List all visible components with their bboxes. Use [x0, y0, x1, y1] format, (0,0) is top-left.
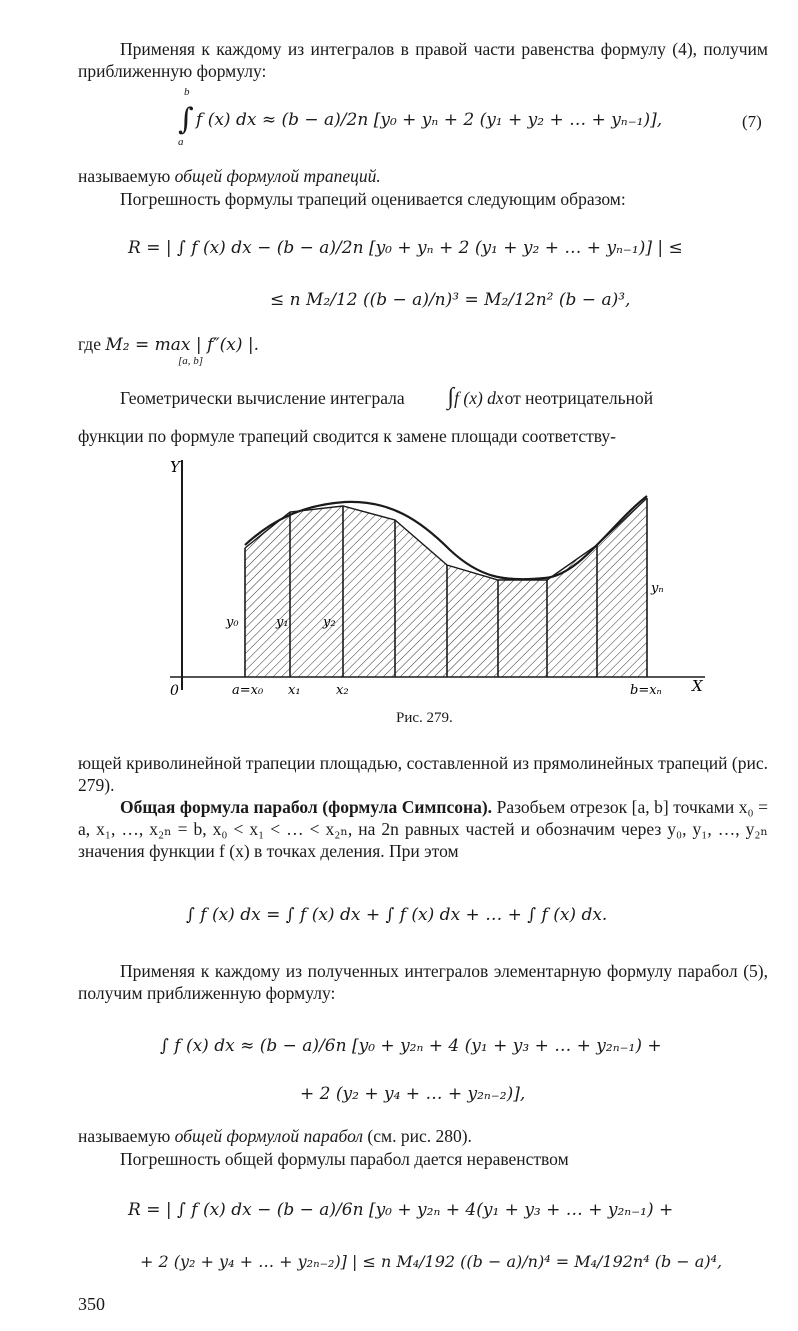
axis-y-label: Y — [170, 458, 180, 476]
page-number: 350 — [78, 1294, 105, 1314]
equation-simpson-split: ∫ f (x) dx = ∫ f (x) dx + ∫ f (x) dx + … + ∫ f (x) dx. — [186, 905, 608, 925]
paragraph-parabola-error: Погрешность общей формулы парабол дается неравенством — [120, 1149, 569, 1169]
label-x2: x₂ — [336, 683, 349, 698]
paragraph-apply-parabola: Применяя к каждому из полученных интегралов элементарную формулу парабол (5), получим приближенную формулу: — [78, 961, 768, 1003]
label-y2: y₂ — [323, 615, 336, 630]
axis-x-label: X — [692, 677, 703, 695]
eq7-number: (7) — [742, 112, 762, 131]
textbook-page: Применяя к каждому из интегралов в правой части равенства формулу (4), получим приближенную формулу: b a ∫ f (x) dx ≈ (b − a)/2n [y₀ + yₙ + 2 (y₁ + y₂ + … + yₙ₋₁)], (7) называемую общей формулой трапеций. Погрешность формулы трапеций оценивается следующим образом: R = | ∫ f (x) dx − (b − a)/2n [y₀ + yₙ + 2 (y₁ + y₂ + … + yₙ₋₁)] | ≤ ≤ n M₂/12 ((b − a)/n)³ = M₂/12n² (b − a)³, где M₂ = max | f″(x) |. [a, b] Геометрически вычисление интеграла ∫f (x) dxот неотрицательной функции по формуле трапеций сводится к замене площади соответству- Y X 0 y₀ y₁ y₂ yₙ a=x₀ x₁ x₂ b=xₙ Рис. 279. ющей криволинейной трапеции площадью, составленной из прямолинейных трапеций (рис. 279). Общая формула парабол (формула Симпсона). Разобьем отрезок [a, b] точками x₀ = a, x₁, …, x₂ₙ = b, x₀ < x₁ < … < x₂ₙ, на 2n равных частей и обозначим через y₀, y₁, …, y₂ₙ значения функции f (x) в точках деления. При этом ∫ f (x) dx = ∫ f (x) dx + ∫ f (x) dx + … + ∫ f (x) dx. Применяя к каждому из полученных интегралов элементарную формулу парабол (5), получим приближенную формулу: ∫ f (x) dx ≈ (b − a)/6n [y₀ + y₂ₙ + 4 (y₁ + y₃ + … + y₂ₙ₋₁) + + 2 (y₂ + y₄ + … + y₂ₙ₋₂)], называемую общей формулой парабол (см. рис. 280). Погрешность общей формулы парабол дается неравенством R = | ∫ f (x) dx − (b − a)/6n [y₀ + y₂ₙ + 4(y₁ + y₃ + … + y₂ₙ₋₁) + + 2 (y₂ + y₄ + … + y₂ₙ₋₂)] | ≤ n M₄/192 ((b − a)/n)⁴ = M₄/192n⁴ (b − a)⁴, 350 — [0, 0, 798, 1331]
paragraph-simpson-intro: Общая формула парабол (формула Симпсона). Разобьем отрезок [a, b] точками x₀ = a, x₁, …, x₂ₙ = b, x₀ < x₁ < … < x₂ₙ, на 2n равных частей и обозначим через y₀, y₁, …, y₂ₙ значения функции f (x) в точках деления. При этом — [78, 797, 768, 861]
paragraph-m2-definition: где M₂ = max | f″(x) |. — [78, 334, 260, 355]
label-x1: x₁ — [288, 683, 301, 698]
label-xn: b=xₙ — [630, 683, 662, 698]
paragraph-geometric-cont: функции по формуле трапеций сводится к замене площади соответству- — [78, 426, 616, 446]
label-x0: a=x₀ — [232, 683, 264, 698]
label-y1: y₁ — [276, 615, 289, 630]
paragraph-geometric: Геометрически вычисление интеграла ∫f (x) dxот неотрицательной — [120, 384, 654, 410]
paragraph-trapezoid-replace: ющей криволинейной трапеции площадью, составленной из прямолинейных трапеций (рис. 279). — [78, 753, 768, 795]
label-y0: y₀ — [226, 615, 239, 630]
paragraph-called-parabola: называемую общей формулой парабол (см. рис. 280). — [78, 1126, 472, 1146]
m2-subscript: [a, b] — [178, 355, 204, 367]
hatched-region — [245, 498, 647, 677]
origin-label: 0 — [170, 683, 179, 699]
eq7-body: f (x) dx ≈ (b − a)/2n [y₀ + yₙ + 2 (y₁ + y₂ + … + yₙ₋₁)], — [196, 110, 663, 130]
figure-279 — [160, 450, 720, 710]
paragraph-apply-formula: Применяя к каждому из интегралов в правой части равенства формулу (4), получим приближенную формулу: — [78, 39, 768, 81]
paragraph-trapezoid-error: Погрешность формулы трапеций оценивается следующим образом: — [120, 189, 626, 209]
paragraph-called-trapezoid: называемую общей формулой трапеций. — [78, 166, 381, 186]
figure-caption: Рис. 279. — [396, 710, 453, 726]
label-yn: yₙ — [651, 581, 664, 596]
